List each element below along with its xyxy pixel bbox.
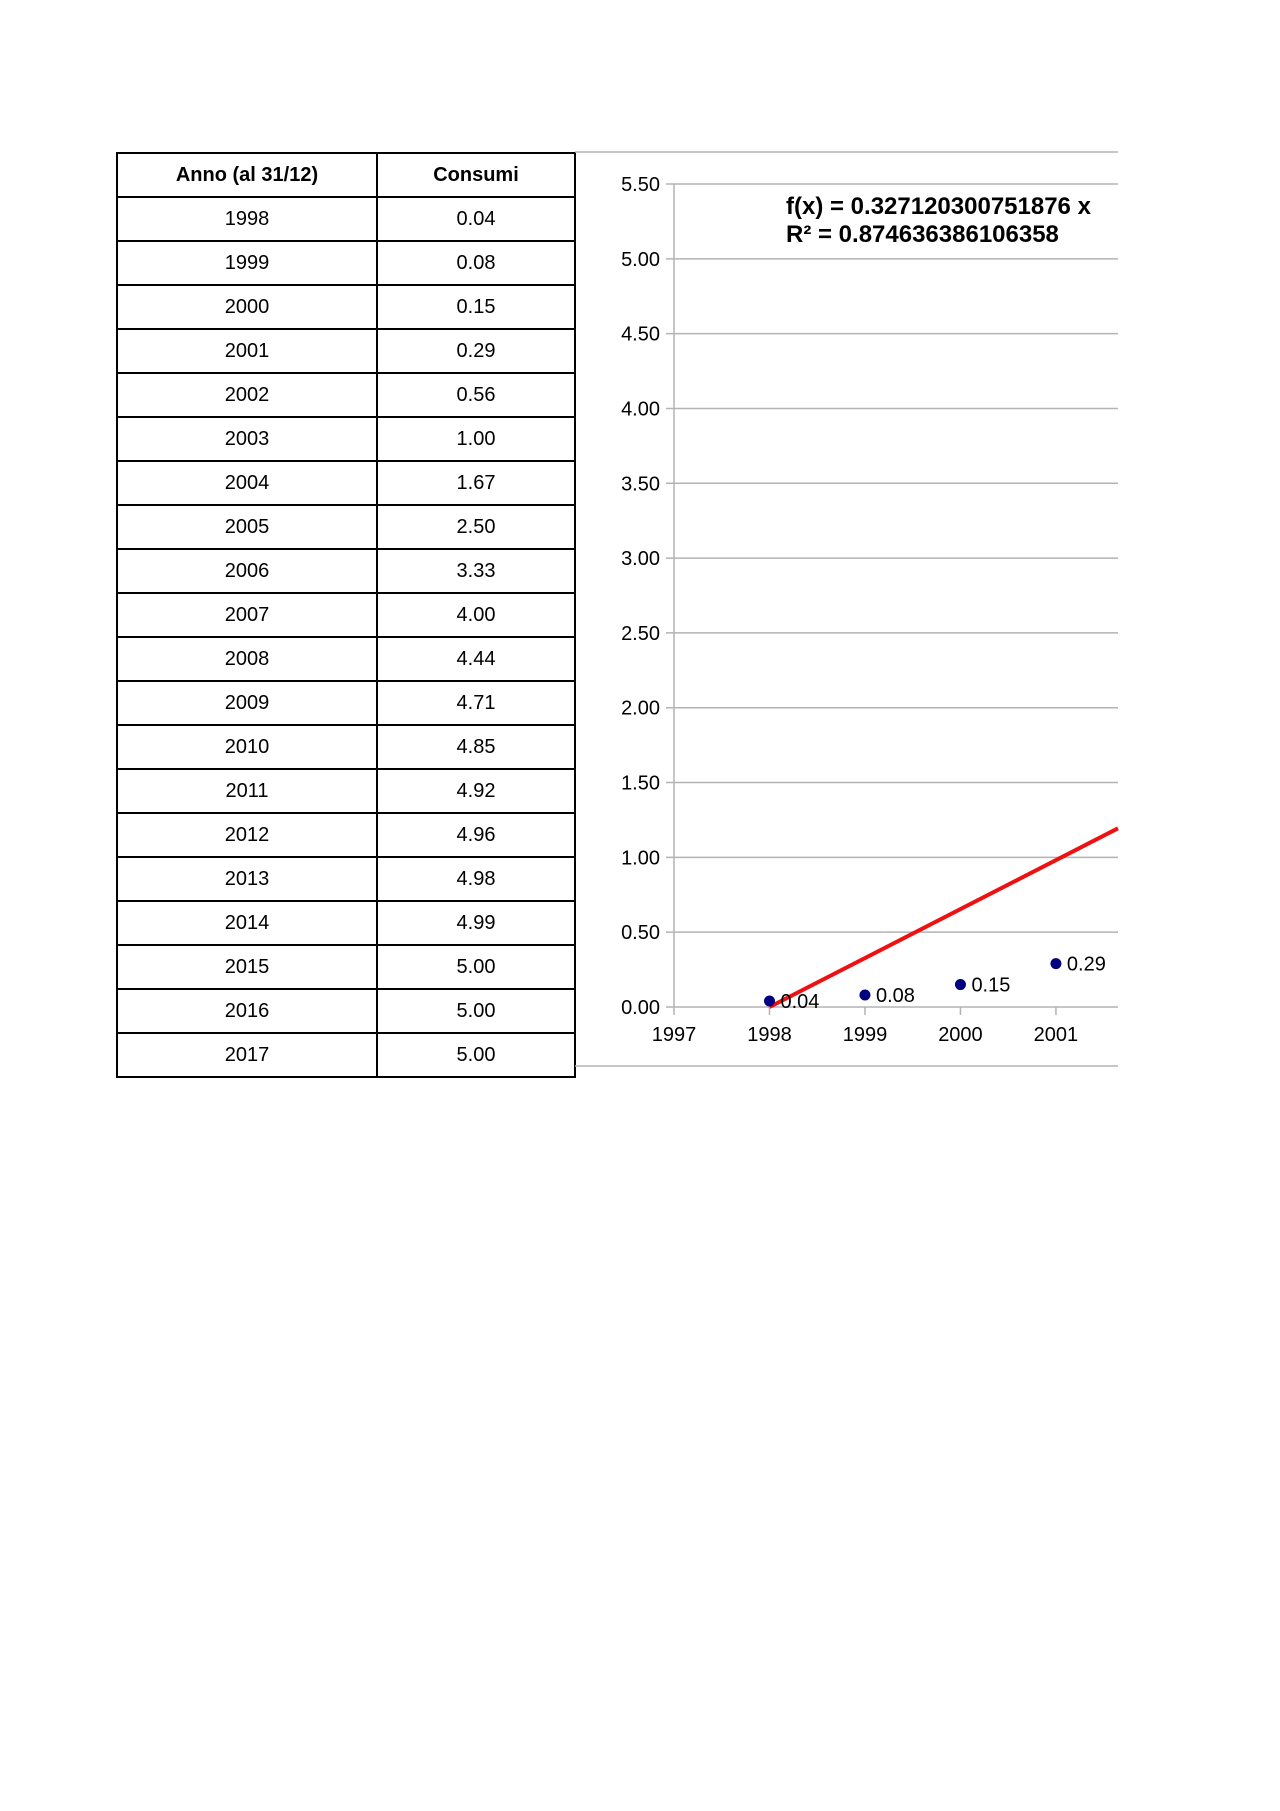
y-tick-label: 4.00	[621, 398, 660, 421]
cell-consumption: 1.67	[377, 461, 575, 505]
cell-consumption: 0.04	[377, 197, 575, 241]
data-point	[859, 990, 870, 1001]
cell-consumption: 4.44	[377, 637, 575, 681]
cell-consumption: 4.85	[377, 725, 575, 769]
trendline	[769, 828, 1118, 1007]
trendline-r-squared: R² = 0.874636386106358	[786, 221, 1059, 248]
cell-consumption: 0.08	[377, 241, 575, 285]
data-point	[1050, 958, 1061, 969]
data-label: 0.15	[971, 974, 1011, 997]
y-tick-label: 1.50	[621, 772, 660, 795]
cell-year: 2002	[117, 373, 377, 417]
cell-year: 2004	[117, 461, 377, 505]
y-tick-label: 5.50	[621, 174, 660, 196]
cell-year: 2008	[117, 637, 377, 681]
data-label: 0.08	[875, 985, 915, 1008]
data-label: 0.29	[1066, 953, 1106, 976]
cell-year: 1998	[117, 197, 377, 241]
trendline-equation: f(x) = 0.327120300751876 x	[786, 193, 1091, 220]
cell-year: 1999	[117, 241, 377, 285]
cell-consumption: 2.50	[377, 505, 575, 549]
cell-year: 2009	[117, 681, 377, 725]
cell-year: 2005	[117, 505, 377, 549]
y-tick-label: 1.00	[621, 847, 660, 870]
cell-consumption: 4.99	[377, 901, 575, 945]
cell-year: 2010	[117, 725, 377, 769]
x-tick-label: 1999	[842, 1024, 888, 1046]
y-tick-label: 2.50	[621, 622, 660, 645]
cell-consumption: 0.56	[377, 373, 575, 417]
cell-consumption: 4.00	[377, 593, 575, 637]
cell-consumption: 5.00	[377, 945, 575, 989]
y-tick-label: 0.00	[621, 997, 660, 1019]
cell-year: 2006	[117, 549, 377, 593]
cell-year: 2017	[117, 1033, 377, 1077]
cell-year: 2012	[117, 813, 377, 857]
cell-year: 2003	[117, 417, 377, 461]
cell-year: 2015	[117, 945, 377, 989]
cell-year: 2011	[117, 769, 377, 813]
data-point	[764, 996, 775, 1007]
y-tick-label: 4.50	[621, 323, 660, 346]
cell-year: 2001	[117, 329, 377, 373]
cell-consumption: 4.98	[377, 857, 575, 901]
data-point	[955, 979, 966, 990]
cell-year: 2007	[117, 593, 377, 637]
y-tick-label: 0.50	[621, 922, 660, 945]
y-tick-label: 5.00	[621, 248, 660, 271]
cell-consumption: 4.71	[377, 681, 575, 725]
y-tick-label: 2.00	[621, 697, 660, 720]
header-consumption: Consumi	[377, 153, 575, 197]
x-tick-label: 1998	[747, 1024, 792, 1046]
y-tick-label: 3.00	[621, 548, 660, 571]
cell-year: 2000	[117, 285, 377, 329]
y-tick-label: 3.50	[621, 473, 660, 496]
cell-consumption: 5.00	[377, 989, 575, 1033]
data-label: 0.04	[780, 991, 820, 1014]
cell-consumption: 1.00	[377, 417, 575, 461]
cell-year: 2014	[117, 901, 377, 945]
cell-consumption: 0.29	[377, 329, 575, 373]
cell-year: 2016	[117, 989, 377, 1033]
cell-year: 2013	[117, 857, 377, 901]
cell-consumption: 3.33	[377, 549, 575, 593]
cell-consumption: 4.92	[377, 769, 575, 813]
cell-consumption: 5.00	[377, 1033, 575, 1077]
cell-consumption: 4.96	[377, 813, 575, 857]
x-tick-label: 2000	[938, 1024, 983, 1046]
cell-consumption: 0.15	[377, 285, 575, 329]
header-year: Anno (al 31/12)	[117, 153, 377, 197]
x-tick-label: 2001	[1033, 1024, 1079, 1046]
x-tick-label: 1997	[651, 1024, 697, 1046]
